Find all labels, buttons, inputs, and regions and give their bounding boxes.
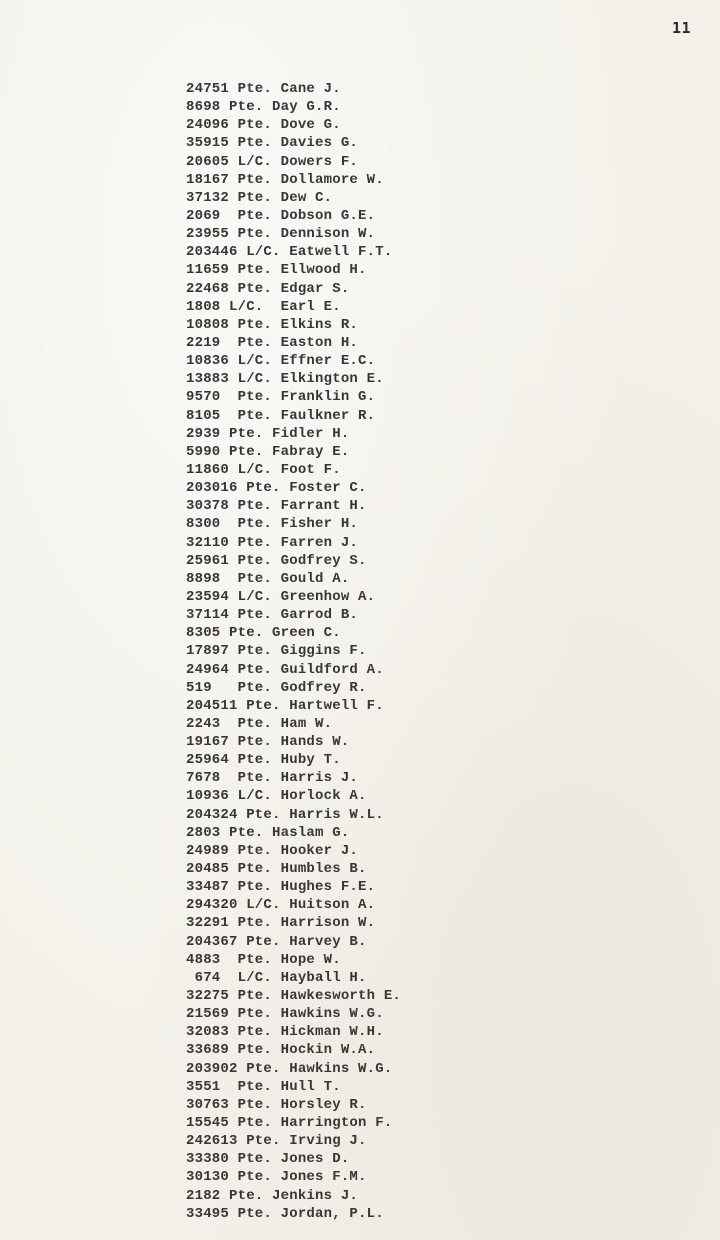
roll-entry: 2803 Pte. Haslam G. (186, 824, 350, 841)
roll-entry: 204511 Pte. Hartwell F. (186, 697, 384, 714)
roll-entry: 17897 Pte. Giggins F. (186, 643, 367, 660)
roll-entry: 2219 Pte. Easton H. (186, 334, 359, 351)
roll-entry: 20605 L/C. Dowers F. (186, 153, 359, 170)
roll-entry: 10936 L/C. Horlock A. (186, 788, 367, 805)
roll-entry: 32083 Pte. Hickman W.H. (186, 1024, 384, 1041)
roll-entry: 35915 Pte. Davies G. (186, 135, 359, 152)
roll-entry: 23594 L/C. Greenhow A. (186, 588, 376, 605)
roll-entry: 8305 Pte. Green C. (186, 625, 341, 642)
roll-entry: 8105 Pte. Faulkner R. (186, 407, 376, 424)
roll-entry: 11860 L/C. Foot F. (186, 461, 341, 478)
roll-entry: 203902 Pte. Hawkins W.G. (186, 1060, 393, 1077)
roll-entry: 2069 Pte. Dobson G.E. (186, 207, 376, 224)
roll-entry: 30763 Pte. Horsley R. (186, 1096, 367, 1113)
roll-entry: 23955 Pte. Dennison W. (186, 226, 376, 243)
roll-entry: 25964 Pte. Huby T. (186, 752, 341, 769)
roll-entry: 33380 Pte. Jones D. (186, 1151, 350, 1168)
roll-entry: 2243 Pte. Ham W. (186, 715, 333, 732)
roll-entry: 32291 Pte. Harrison W. (186, 915, 376, 932)
roll-entry: 674 L/C. Hayball H. (186, 969, 367, 986)
roll-entry: 2939 Pte. Fidler H. (186, 425, 350, 442)
roll-entry: 30130 Pte. Jones F.M. (186, 1169, 367, 1186)
roll-entry: 18167 Pte. Dollamore W. (186, 171, 384, 188)
nominal-roll-list (186, 80, 401, 1223)
roll-entry: 519 Pte. Godfrey R. (186, 679, 367, 696)
roll-entry: 4883 Pte. Hope W. (186, 951, 341, 968)
roll-entry: 7678 Pte. Harris J. (186, 770, 359, 787)
page-number: 11 (672, 19, 692, 37)
roll-entry: 24964 Pte. Guildford A. (186, 661, 384, 678)
roll-entry: 2182 Pte. Jenkins J. (186, 1187, 359, 1204)
roll-entry: 9570 Pte. Franklin G. (186, 389, 376, 406)
roll-entry: 13883 L/C. Elkington E. (186, 371, 384, 388)
roll-entry: 37132 Pte. Dew C. (186, 189, 333, 206)
roll-entry: 294320 L/C. Huitson A. (186, 897, 376, 914)
roll-entry: 1808 L/C. Earl E. (186, 298, 341, 315)
roll-entry: 203446 L/C. Eatwell F.T. (186, 244, 393, 261)
roll-entry: 20485 Pte. Humbles B. (186, 861, 367, 878)
roll-entry: 8698 Pte. Day G.R. (186, 99, 341, 116)
roll-entry: 19167 Pte. Hands W. (186, 734, 350, 751)
roll-entry: 24989 Pte. Hooker J. (186, 842, 359, 859)
roll-entry: 22468 Pte. Edgar S. (186, 280, 350, 297)
roll-entry: 204324 Pte. Harris W.L. (186, 806, 384, 823)
roll-entry: 21569 Pte. Hawkins W.G. (186, 1006, 384, 1023)
roll-entry: 33495 Pte. Jordan, P.L. (186, 1205, 384, 1222)
roll-entry: 24096 Pte. Dove G. (186, 117, 341, 134)
roll-entry: 32110 Pte. Farren J. (186, 534, 359, 551)
roll-entry: 242613 Pte. Irving J. (186, 1133, 367, 1150)
roll-entry: 37114 Pte. Garrod B. (186, 607, 359, 624)
roll-entry: 10836 L/C. Effner E.C. (186, 353, 376, 370)
roll-entry: 3551 Pte. Hull T. (186, 1078, 341, 1095)
roll-entry: 8300 Pte. Fisher H. (186, 516, 359, 533)
roll-entry: 24751 Pte. Cane J. (186, 81, 341, 97)
roll-entry: 32275 Pte. Hawkesworth E. (186, 988, 402, 1005)
roll-entry: 203016 Pte. Foster C. (186, 480, 367, 497)
roll-entry: 10808 Pte. Elkins R. (186, 316, 359, 333)
roll-entry: 204367 Pte. Harvey B. (186, 933, 367, 950)
roll-entry: 8898 Pte. Gould A. (186, 570, 350, 587)
roll-entry: 30378 Pte. Farrant H. (186, 498, 367, 515)
roll-entry: 25961 Pte. Godfrey S. (186, 552, 367, 569)
roll-entry: 33689 Pte. Hockin W.A. (186, 1042, 376, 1059)
roll-entry: 5990 Pte. Fabray E. (186, 443, 350, 460)
roll-entry: 15545 Pte. Harrington F. (186, 1115, 393, 1132)
roll-entry: 11659 Pte. Ellwood H. (186, 262, 367, 279)
roll-entry: 33487 Pte. Hughes F.E. (186, 879, 376, 896)
